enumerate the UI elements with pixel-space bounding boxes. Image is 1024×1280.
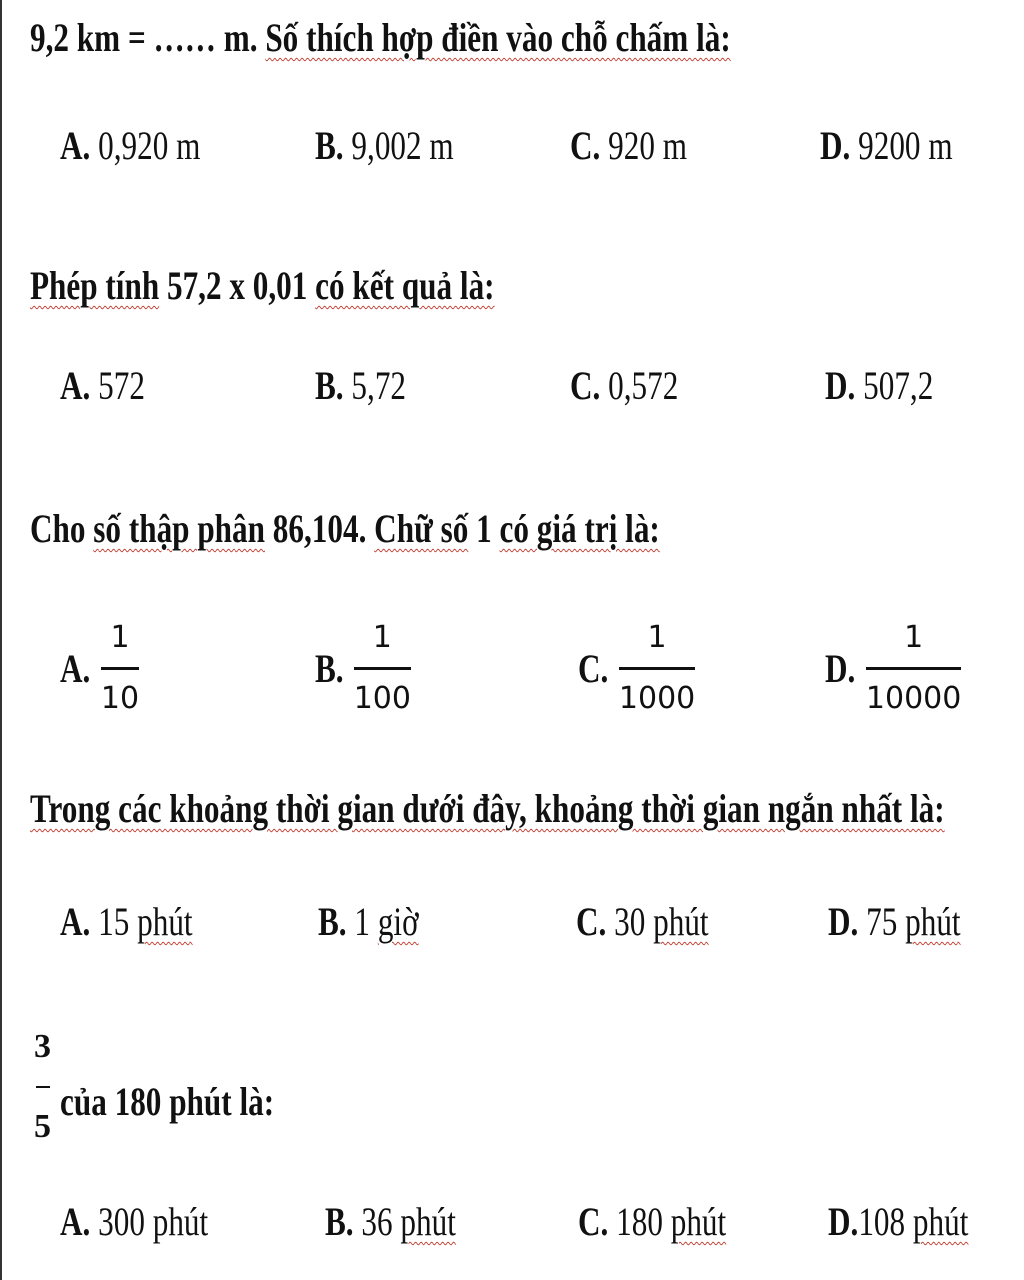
option-text: 9200 m <box>858 123 953 168</box>
option-letter: A. <box>60 363 91 408</box>
q3-option-d[interactable] <box>825 608 961 728</box>
fraction-denominator: 10 <box>100 680 140 716</box>
fraction <box>865 619 962 716</box>
q5-option-a[interactable] <box>60 1198 208 1245</box>
option-unit: phút <box>670 1199 727 1244</box>
option-letter: B. <box>318 899 347 944</box>
option-letter: A. <box>60 1199 91 1244</box>
fraction <box>618 619 696 716</box>
q3-option-a[interactable] <box>60 608 139 728</box>
option-letter: D. <box>828 899 859 944</box>
q1-option-a[interactable] <box>60 122 200 169</box>
fraction-numerator: 3 <box>34 1028 51 1065</box>
option-letter: D. <box>828 1199 859 1244</box>
option-unit: phút <box>137 899 193 944</box>
q2-option-c[interactable] <box>570 362 678 409</box>
question-3-text-e: 1 <box>476 506 492 551</box>
option-text: 75 <box>866 899 898 944</box>
q1-option-b[interactable] <box>315 122 454 169</box>
option-letter: A. <box>60 645 91 691</box>
question-3-text-f: có giá trị là: <box>499 506 660 551</box>
option-unit: phút <box>653 899 709 944</box>
option-letter: C. <box>576 899 607 944</box>
option-unit: giờ <box>377 899 419 944</box>
option-text: 108 <box>858 1199 906 1244</box>
fraction-numerator: 1 <box>110 619 130 655</box>
question-3-text-d: Chữ số <box>374 506 469 551</box>
question-3 <box>30 505 660 552</box>
fraction-bar <box>36 1086 50 1088</box>
q5-option-d[interactable] <box>828 1198 968 1245</box>
question-1 <box>30 14 731 61</box>
option-letter: B. <box>325 1199 354 1244</box>
question-1-text: Số thích hợp điền vào chỗ chấm là: <box>265 15 731 60</box>
option-text: 30 <box>614 899 646 944</box>
q4-option-d[interactable] <box>828 898 961 945</box>
option-letter: C. <box>570 363 601 408</box>
fraction-numerator: 1 <box>372 619 392 655</box>
option-text: 920 m <box>608 123 688 168</box>
option-unit: phút <box>905 899 961 944</box>
fraction-denominator: 100 <box>353 680 411 716</box>
q1-option-c[interactable] <box>570 122 687 169</box>
q4-option-b[interactable] <box>318 898 419 945</box>
fraction-numerator: 1 <box>647 619 667 655</box>
option-text: 507,2 <box>863 363 934 408</box>
q4-option-a[interactable] <box>60 898 193 945</box>
fraction <box>100 619 140 716</box>
question-2-text-a: Phép tính <box>30 263 160 308</box>
option-unit: phút <box>152 1199 209 1244</box>
question-3-text-c: 86,104. <box>272 506 367 551</box>
question-5-text: của 180 phút là: <box>60 1079 275 1124</box>
option-text: 0,920 m <box>98 123 201 168</box>
question-1-prefix: 9,2 km = …… m. <box>30 15 258 60</box>
q5-option-c[interactable] <box>578 1198 726 1245</box>
option-text: 9,002 m <box>351 123 454 168</box>
q4-option-c[interactable] <box>576 898 709 945</box>
option-unit: phút <box>400 1199 456 1244</box>
question-2-text-c: có kết quả là: <box>315 263 495 308</box>
question-5 <box>60 1078 274 1125</box>
question-2 <box>30 262 495 309</box>
question-3-text-b: số thập phân <box>93 506 265 551</box>
fraction-numerator: 1 <box>904 619 924 655</box>
option-letter: C. <box>578 645 609 691</box>
option-letter: D. <box>825 645 856 691</box>
option-text: 15 <box>98 899 130 944</box>
option-unit: phút <box>912 1199 969 1244</box>
option-letter: A. <box>60 899 91 944</box>
question-5-fraction <box>34 1030 51 1144</box>
option-letter: B. <box>315 645 344 691</box>
question-3-text-a: Cho <box>30 506 86 551</box>
q3-option-b[interactable] <box>315 608 411 728</box>
option-letter: D. <box>820 123 851 168</box>
fraction-denominator: 5 <box>34 1108 51 1145</box>
q2-option-a[interactable] <box>60 362 145 409</box>
option-text: 5,72 <box>351 363 407 408</box>
option-letter: D. <box>825 363 856 408</box>
option-letter: C. <box>570 123 601 168</box>
q2-option-d[interactable] <box>825 362 933 409</box>
q5-option-b[interactable] <box>325 1198 456 1245</box>
question-2-text-b: 57,2 x 0,01 <box>166 263 308 308</box>
q1-option-d[interactable] <box>820 122 953 169</box>
question-4-text: Trong các khoảng thời gian dưới đây, khoảng thời gian ngắn nhất là: <box>30 786 945 831</box>
q2-option-b[interactable] <box>315 362 406 409</box>
option-letter: B. <box>315 363 344 408</box>
option-text: 36 <box>361 1199 393 1244</box>
option-text: 180 <box>616 1199 663 1244</box>
fraction <box>353 619 411 716</box>
option-letter: B. <box>315 123 344 168</box>
option-text: 300 <box>98 1199 145 1244</box>
option-text: 1 <box>354 899 371 944</box>
option-letter: C. <box>578 1199 609 1244</box>
option-letter: A. <box>60 123 91 168</box>
option-text: 572 <box>98 363 145 408</box>
fraction-denominator: 1000 <box>618 680 696 716</box>
fraction-denominator: 10000 <box>865 680 962 716</box>
option-text: 0,572 <box>608 363 679 408</box>
question-4 <box>30 785 945 832</box>
q3-option-c[interactable] <box>578 608 695 728</box>
